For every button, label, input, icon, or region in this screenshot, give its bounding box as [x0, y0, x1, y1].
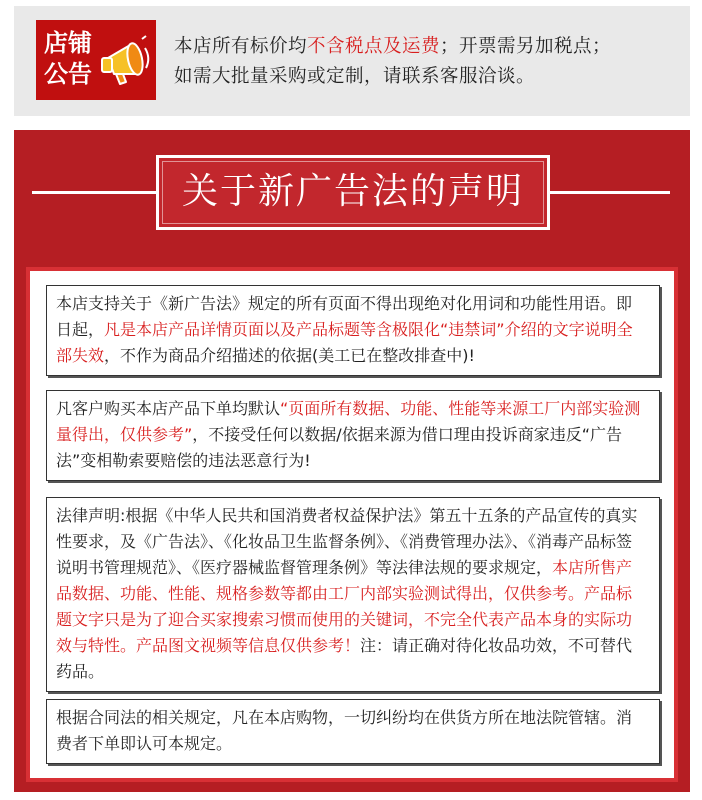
notice-message: [174, 32, 684, 92]
clause-2-text: [56, 396, 647, 474]
notice-badge: [36, 20, 156, 100]
title-divider-left: [32, 191, 160, 194]
notice-text-1: 本店所有标价均: [174, 36, 308, 57]
clause-1-highlight: 凡是本店产品详情页面以及产品标题等含极限化“违禁词”介绍的文字说明全部失效: [56, 320, 633, 365]
declaration-panel: [14, 130, 690, 792]
declaration-content: [26, 267, 678, 782]
notice-badge-label: [44, 28, 102, 90]
notice-badge-line2: 公告: [44, 60, 92, 88]
clause-3: [46, 497, 660, 692]
clause-2-text-b: ，不接受任何以数据/依据来源为借口理由投诉商家违反“广告法”变相勒索要赔偿的违法恶意行为!: [56, 425, 622, 470]
notice-text-1-rest: ；开票需另加税点；: [440, 36, 612, 57]
title-divider-right: [548, 191, 670, 194]
clause-3-text-b: 注：请正确对待化妆品功效，不可替代药品。: [56, 636, 633, 681]
clause-3-highlight: 本店所售产品数据、功能、性能、规格参数等都由工厂内部实验测试得出，仅供参考。产品标题文字只是为了迎合买家搜索习惯而使用的关键词，不完全代表产品本身的实际功效与特性。产品图文视频等信息仅供参考！: [56, 558, 633, 655]
notice-highlight: 不含税点及运费: [307, 36, 441, 57]
notice-line-1: [174, 32, 684, 62]
clause-3-text: [56, 503, 647, 685]
clause-4: [46, 699, 660, 764]
clause-2-highlight: “页面所有数据、功能、性能等来源工厂内部实验测量得出，仅供参考”: [56, 399, 641, 444]
clause-1: [46, 285, 660, 376]
megaphone-icon: [98, 34, 154, 90]
clause-4-text: 根据合同法的相关规定，凡在本店购物，一切纠纷均在供货方所在地法院管辖。消费者下单即认可本规定。: [56, 708, 633, 753]
notice-line-2: 如需大批量采购或定制，请联系客服洽谈。: [174, 66, 536, 87]
declaration-title-box: [156, 155, 550, 230]
clause-1-text-a: 本店支持关于《新广告法》规定的所有页面不得出现绝对化用词和功能性用语。即日起，: [56, 294, 633, 339]
clause-1-text: [56, 291, 647, 369]
store-notice-bar: [14, 6, 690, 116]
clause-2: [46, 390, 660, 481]
clause-2-text-a: 凡客户购买本店产品下单均默认: [56, 399, 281, 418]
clause-1-text-b: ，不作为商品介绍描述的依据(美工已在整改排查中)!: [104, 346, 475, 365]
declaration-title: 关于新广告法的声明: [181, 171, 524, 212]
clause-3-text-a: 法律声明:根据《中华人民共和国消费者权益保护法》第五十五条的产品宣传的真实性要求，及《广告法》、《化妆品卫生监督条例》、《消费管理办法》、《消毒产品标签说明书管理规范》、《医疗器械监督管理条例》等法律法规的要求规定，: [56, 506, 638, 577]
notice-badge-line1: 店铺: [44, 29, 92, 57]
